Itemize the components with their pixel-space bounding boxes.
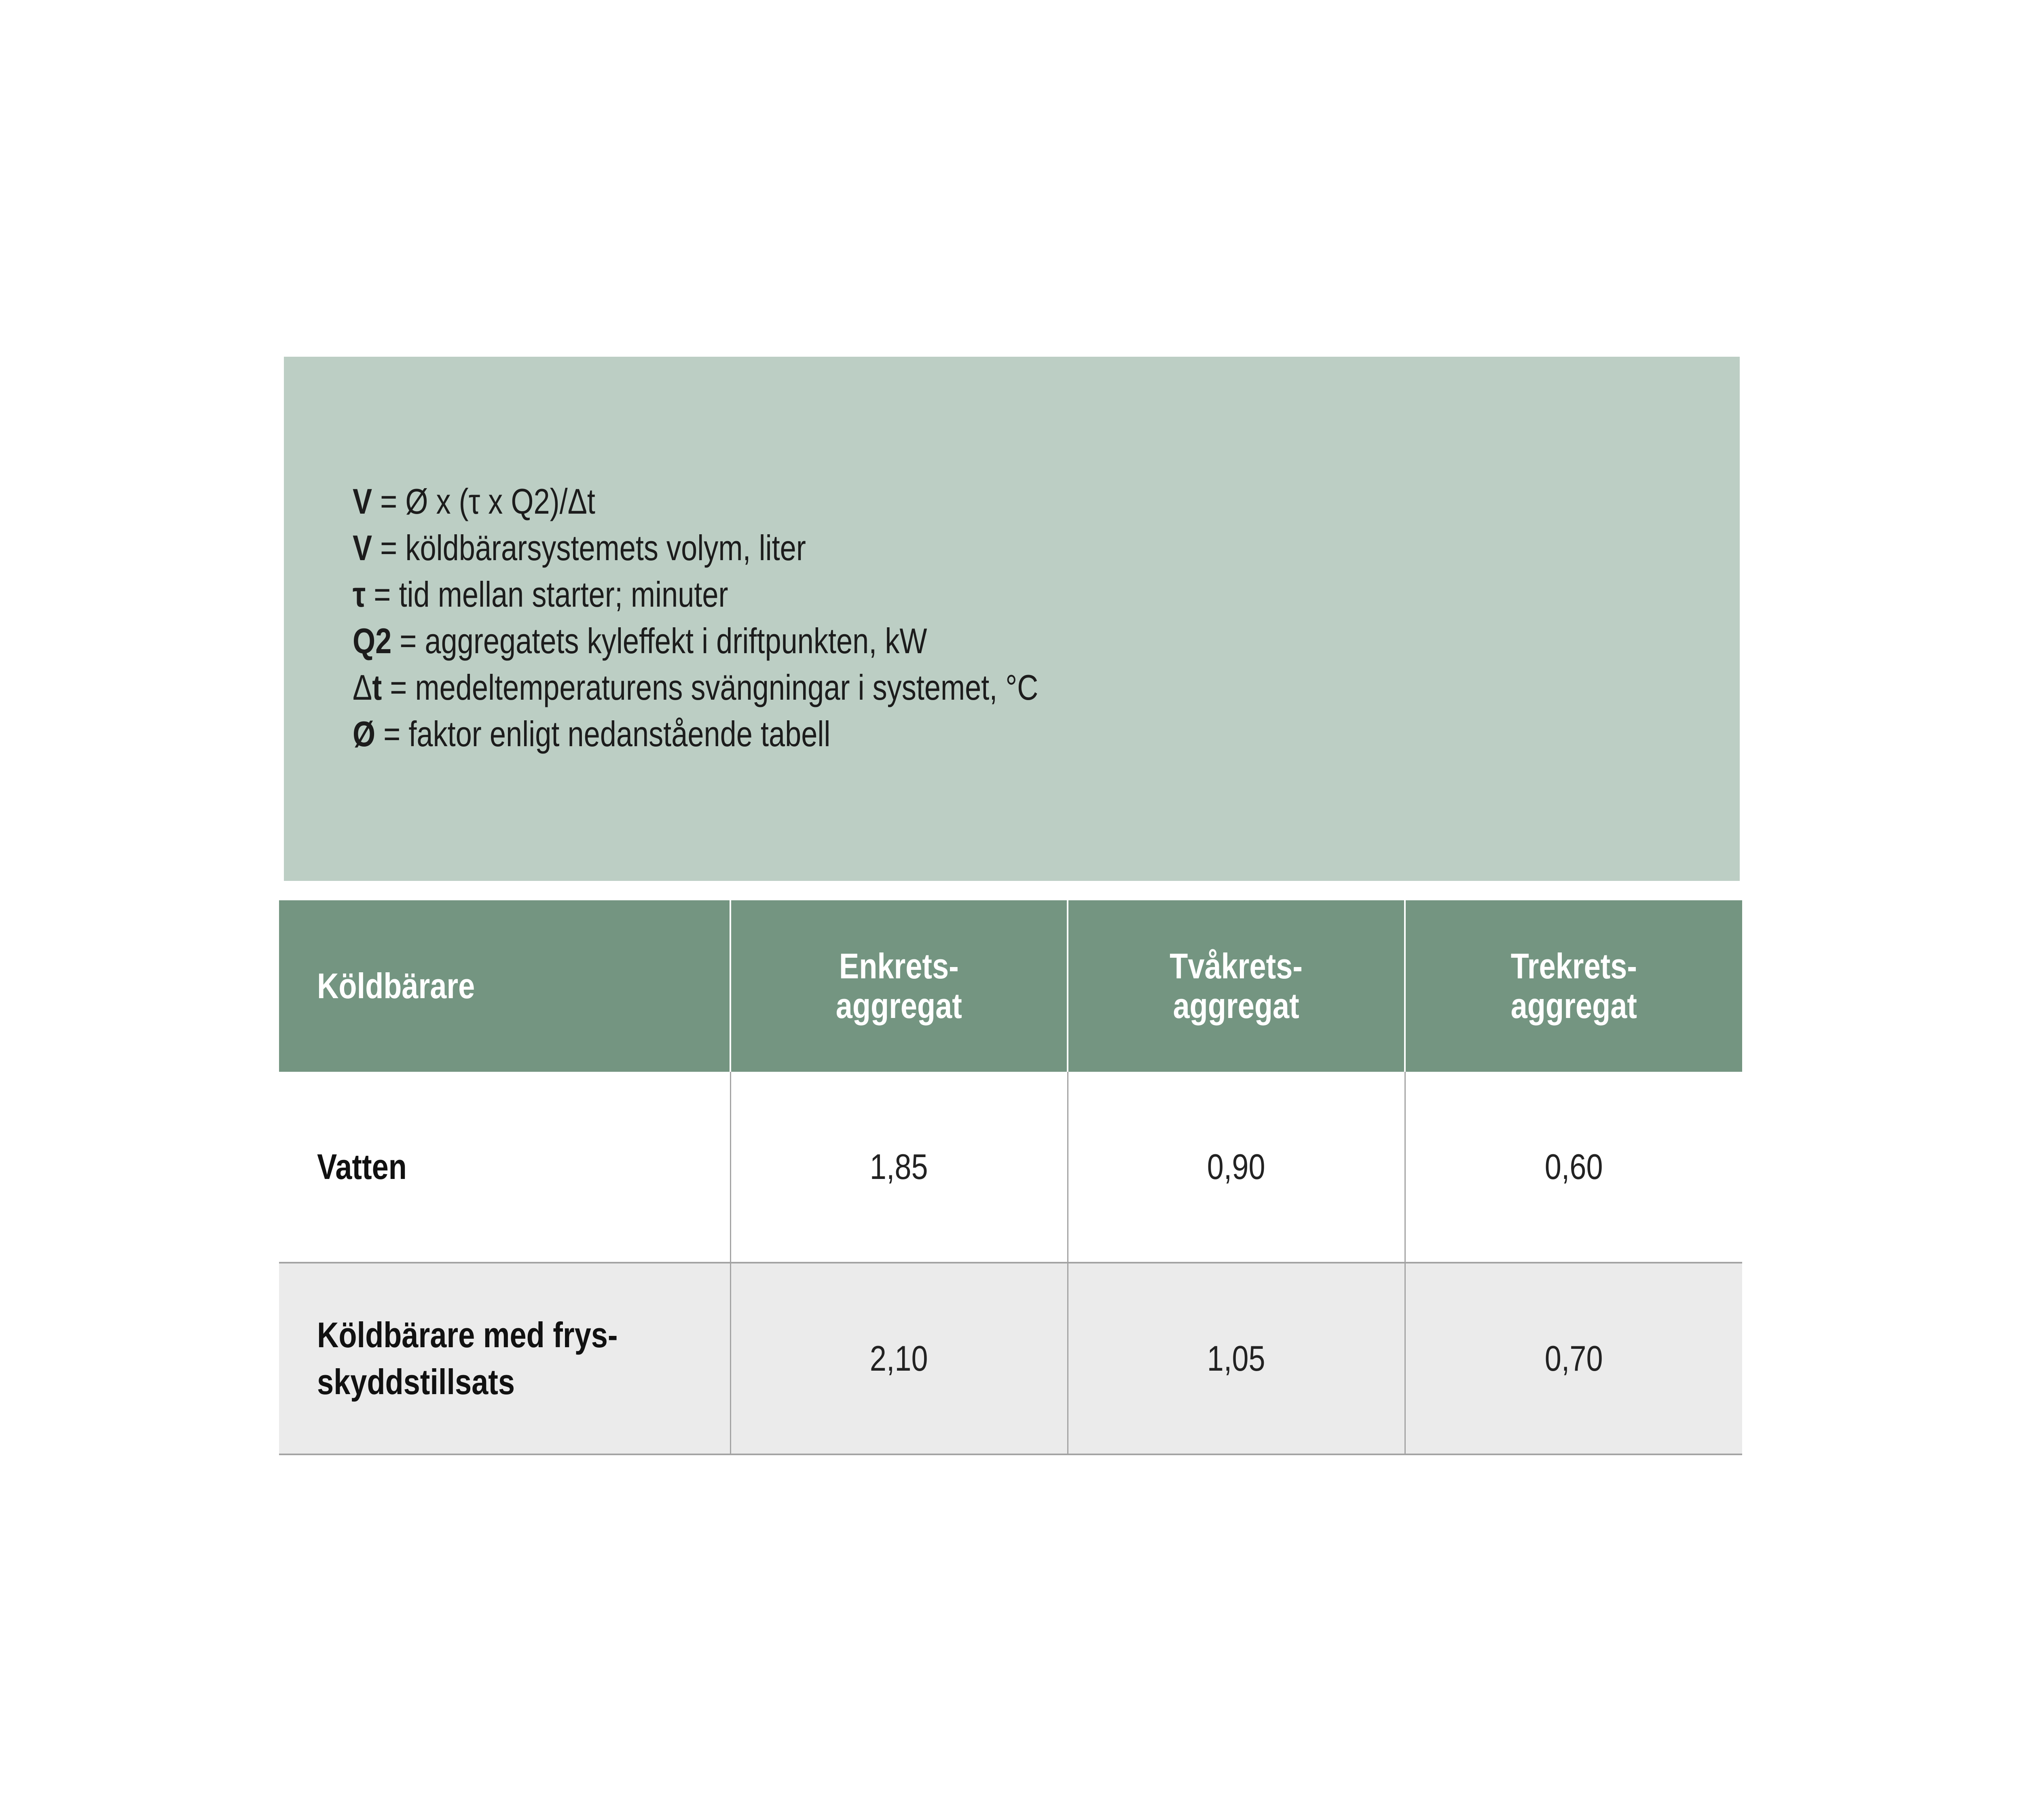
column-header-enkrets	[730, 900, 1068, 1072]
formula-text: = aggregatets kyleffekt i driftpunkten, kW	[391, 621, 927, 661]
table-cell	[730, 1263, 1068, 1454]
column-header-line2: aggregat	[835, 986, 962, 1026]
formula-text: = Ø x (τ x Q2)/Δt	[372, 481, 595, 521]
table-header-row	[279, 900, 1742, 1072]
cell-value: 1,85	[870, 1147, 928, 1187]
column-header-tvakrets	[1068, 900, 1405, 1072]
row-label-line2: skyddstillsats	[317, 1362, 515, 1402]
cell-value: 0,70	[1544, 1338, 1603, 1378]
table-row	[279, 1263, 1742, 1454]
formula-symbol-prefix: Δ	[353, 667, 372, 707]
formula-symbol: Ø	[353, 714, 376, 754]
formula-symbol: τ	[353, 574, 366, 614]
formula-symbol: t	[372, 667, 382, 707]
cell-value: 1,05	[1207, 1338, 1265, 1378]
cell-value: 0,90	[1207, 1147, 1265, 1187]
column-header-line2: aggregat	[1510, 986, 1637, 1026]
formula-symbol: V	[353, 528, 372, 568]
table-cell	[730, 1072, 1068, 1263]
column-header-line1: Tvåkrets-	[1170, 946, 1303, 986]
column-header-trekrets	[1405, 900, 1742, 1072]
factor-table	[279, 900, 1742, 1455]
row-label-koldbarare-frysskydd	[279, 1263, 730, 1454]
row-label-line1: Köldbärare med frys-	[317, 1315, 618, 1355]
column-header-line2: aggregat	[1173, 986, 1300, 1026]
table-cell	[1068, 1263, 1405, 1454]
formula-definition-temperature	[353, 664, 1490, 711]
column-header-line1: Trekrets-	[1510, 946, 1637, 986]
formula-definition-capacity	[353, 618, 1490, 664]
cell-value: 2,10	[870, 1338, 928, 1378]
formula-definition-time	[353, 571, 1490, 618]
column-header-label: Köldbärare	[317, 966, 475, 1006]
formula-text: = faktor enligt nedanstående tabell	[375, 714, 831, 754]
formula-definition-volume	[353, 525, 1490, 571]
formula-symbol: V	[353, 481, 372, 521]
formula-box	[284, 357, 1740, 881]
table-cell	[1405, 1072, 1742, 1263]
table-row	[279, 1072, 1742, 1263]
column-header-line1: Enkrets-	[839, 946, 959, 986]
table-cell	[1405, 1263, 1742, 1454]
formula-definition-factor	[353, 711, 1490, 757]
formula-symbol: Q2	[353, 621, 392, 661]
row-label: Vatten	[317, 1147, 407, 1187]
cell-value: 0,60	[1544, 1147, 1603, 1187]
formula-equation	[353, 478, 1490, 525]
row-label-vatten	[279, 1072, 730, 1263]
column-header-koldbarare	[279, 900, 730, 1072]
formula-text: = medeltemperaturens svängningar i systemet, °C	[382, 667, 1038, 707]
formula-text: = köldbärarsystemets volym, liter	[372, 528, 806, 568]
table-cell	[1068, 1072, 1405, 1263]
formula-text: = tid mellan starter; minuter	[366, 574, 728, 614]
